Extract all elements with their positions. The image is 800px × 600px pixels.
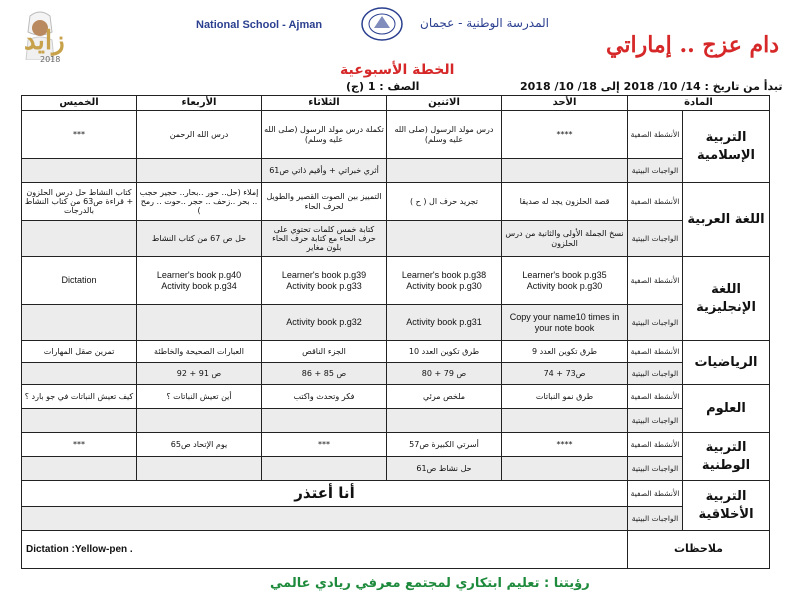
cell-islamic-mon: درس مولد الرسول (صلى الله عليه وسلم) xyxy=(387,111,502,159)
col-thursday: الخميس xyxy=(22,96,137,111)
zayed-wordmark: زايد xyxy=(24,26,65,56)
homework-label: الواجبات البيتية xyxy=(628,409,683,433)
table-row xyxy=(22,433,770,457)
hw-islamic-mon xyxy=(387,159,502,183)
cell-national-mon: أسرتي الكبيرة ص57 xyxy=(387,433,502,457)
col-sunday: الأحد xyxy=(502,96,628,111)
table-row xyxy=(22,363,770,385)
activity-label: الأنشطة الصفية xyxy=(628,257,683,305)
cell-math-tue: الجزء الناقص xyxy=(262,341,387,363)
subject-english: اللغة الإنجليزية xyxy=(683,257,770,341)
hw-arabic-sun: نسخ الجملة الأولى والثانية من درس الحلزون xyxy=(502,221,628,257)
cell-arabic-mon: تجريد حرف ال ( ح ) xyxy=(387,183,502,221)
notes-text: Dictation :Yellow-pen . xyxy=(22,531,628,569)
cell-moral-apology: أنا أعتذر xyxy=(22,481,628,507)
cell-national-thu: *** xyxy=(22,433,137,457)
hw-math-wed: ص 91 + 92 xyxy=(137,363,262,385)
cell-science-tue: فكر وتحدث واكتب xyxy=(262,385,387,409)
table-row xyxy=(22,183,770,221)
activity-label: الأنشطة الصفية xyxy=(628,111,683,159)
notes-row xyxy=(22,531,770,569)
homework-label: الواجبات البيتية xyxy=(628,305,683,341)
col-tuesday: الثلاثاء xyxy=(262,96,387,111)
hw-science-mon xyxy=(387,409,502,433)
zayed-year: 2018 xyxy=(40,55,61,64)
hw-math-sun: ص73 + 74 xyxy=(502,363,628,385)
table-row xyxy=(22,305,770,341)
table-row xyxy=(22,481,770,507)
table-row xyxy=(22,257,770,305)
hw-english-thu xyxy=(22,305,137,341)
homework-label: الواجبات البيتية xyxy=(628,159,683,183)
school-emblem-icon xyxy=(360,6,404,42)
table-row xyxy=(22,507,770,531)
cell-science-thu: كيف تعيش النباتات في جو بارد ؟ xyxy=(22,385,137,409)
weekly-plan-table xyxy=(21,95,770,569)
col-wednesday: الأربعاء xyxy=(137,96,262,111)
table-row xyxy=(22,341,770,363)
activity-label: الأنشطة الصفية xyxy=(628,385,683,409)
cell-science-mon: ملخص مرئي xyxy=(387,385,502,409)
cell-arabic-thu: كتاب النشاط حل درس الحلزون + قراءة ص63 من كتاب النشاط بالدرجات xyxy=(22,183,137,221)
plan-title: الخطة الأسبوعية xyxy=(340,62,455,78)
table-row xyxy=(22,385,770,409)
cell-islamic-wed: درس الله الرحمن xyxy=(137,111,262,159)
school-name-arabic: المدرسة الوطنية - عجمان xyxy=(420,16,550,30)
hw-science-thu xyxy=(22,409,137,433)
table-row xyxy=(22,457,770,481)
hw-english-mon: Activity book p.g31 xyxy=(387,305,502,341)
cell-math-sun: طرق تكوين العدد 9 xyxy=(502,341,628,363)
cell-arabic-sun: قصة الحلزون يجد له صديقا xyxy=(502,183,628,221)
school-name-english: National School - Ajman xyxy=(196,19,323,31)
table-row xyxy=(22,111,770,159)
activity-label: الأنشطة الصفية xyxy=(628,341,683,363)
hw-arabic-tue: كتابة خمس كلمات تحتوي على حرف الحاء مع كتابة حرف الحاء بلون مغاير xyxy=(262,221,387,257)
cell-math-thu: تمرين صقل المهارات xyxy=(22,341,137,363)
cell-islamic-sun: **** xyxy=(502,111,628,159)
hw-islamic-sun xyxy=(502,159,628,183)
hw-islamic-thu xyxy=(22,159,137,183)
cell-english-wed: Learner's book p.g40 Activity book p.g34 xyxy=(137,257,262,305)
hw-science-tue xyxy=(262,409,387,433)
hw-islamic-wed xyxy=(137,159,262,183)
hw-national-sun xyxy=(502,457,628,481)
table-row xyxy=(22,159,770,183)
subject-islamic: التربية الإسلامية xyxy=(683,111,770,183)
header-slogan: دام عزج .. إماراتي xyxy=(606,32,780,58)
hw-math-tue: ص 85 + 86 xyxy=(262,363,387,385)
activity-label: الأنشطة الصفية xyxy=(628,183,683,221)
col-monday: الاثنين xyxy=(387,96,502,111)
homework-label: الواجبات البيتية xyxy=(628,363,683,385)
notes-label: ملاحظات xyxy=(628,531,770,569)
subject-moral: التربية الأخلاقية xyxy=(683,481,770,531)
cell-national-tue: *** xyxy=(262,433,387,457)
cell-national-wed: يوم الإتحاد ص65 xyxy=(137,433,262,457)
cell-english-tue: Learner's book p.g39 Activity book p.g33 xyxy=(262,257,387,305)
cell-english-mon: Learner's book p.g38 Activity book p.g30 xyxy=(387,257,502,305)
cell-english-sun: Learner's book p.g35 Activity book p.g30 xyxy=(502,257,628,305)
homework-label: الواجبات البيتية xyxy=(628,507,683,531)
hw-islamic-tue: أثري خبراتي + وأقيم ذاتي ص61 xyxy=(262,159,387,183)
subject-arabic: اللغة العربية xyxy=(683,183,770,257)
hw-math-mon: ص 79 + 80 xyxy=(387,363,502,385)
cell-islamic-thu: *** xyxy=(22,111,137,159)
cell-arabic-wed: إملاء (حل.. حور ..بحار.. حجير حجب .. بحر ..زحف .. حجر ..حوت .. رمح ) xyxy=(137,183,262,221)
col-subject: المادة xyxy=(628,96,770,111)
hw-english-tue: Activity book p.g32 xyxy=(262,305,387,341)
subject-science: العلوم xyxy=(683,385,770,433)
table-row xyxy=(22,409,770,433)
hw-national-mon: حل نشاط ص61 xyxy=(387,457,502,481)
cell-math-wed: العبارات الصحيحة والخاطئة xyxy=(137,341,262,363)
cell-english-thu: Dictation xyxy=(22,257,137,305)
cell-arabic-tue: التمييز بين الصوت القصير والطويل لحرف الحاء xyxy=(262,183,387,221)
hw-science-sun xyxy=(502,409,628,433)
table-row xyxy=(22,221,770,257)
hw-moral xyxy=(22,507,628,531)
cell-science-sun: طرق نمو النباتات xyxy=(502,385,628,409)
activity-label: الأنشطة الصفية xyxy=(628,481,683,507)
class-label: الصف : 1 (ج) xyxy=(346,80,420,93)
activity-label: الأنشطة الصفية xyxy=(628,433,683,457)
hw-science-wed xyxy=(137,409,262,433)
hw-english-sun: Copy your name10 times in your note book xyxy=(502,305,628,341)
hw-national-thu xyxy=(22,457,137,481)
table-header-row xyxy=(22,96,770,111)
subject-national: التربية الوطنية xyxy=(683,433,770,481)
footer-vision: رؤيتنا : تعليم ابتكاري لمجتمع معرفي ريادي عالمي xyxy=(270,576,590,591)
hw-national-wed xyxy=(137,457,262,481)
cell-math-mon: طرق تكوين العدد 10 xyxy=(387,341,502,363)
hw-arabic-mon xyxy=(387,221,502,257)
cell-science-wed: أين تعيش النباتات ؟ xyxy=(137,385,262,409)
hw-arabic-thu xyxy=(22,221,137,257)
hw-math-thu xyxy=(22,363,137,385)
hw-national-tue xyxy=(262,457,387,481)
cell-national-sun: **** xyxy=(502,433,628,457)
homework-label: الواجبات البيتية xyxy=(628,221,683,257)
hw-english-wed xyxy=(137,305,262,341)
homework-label: الواجبات البيتية xyxy=(628,457,683,481)
date-range: تبدأ من تاريخ : 14/ 10/ 2018 إلى 18/ 10/ 2018 xyxy=(520,80,783,93)
hw-arabic-wed: حل ص 67 من كتاب النشاط xyxy=(137,221,262,257)
subject-math: الرياضيات xyxy=(683,341,770,385)
cell-islamic-tue: تكملة درس مولد الرسول (صلى الله عليه وسلم) xyxy=(262,111,387,159)
